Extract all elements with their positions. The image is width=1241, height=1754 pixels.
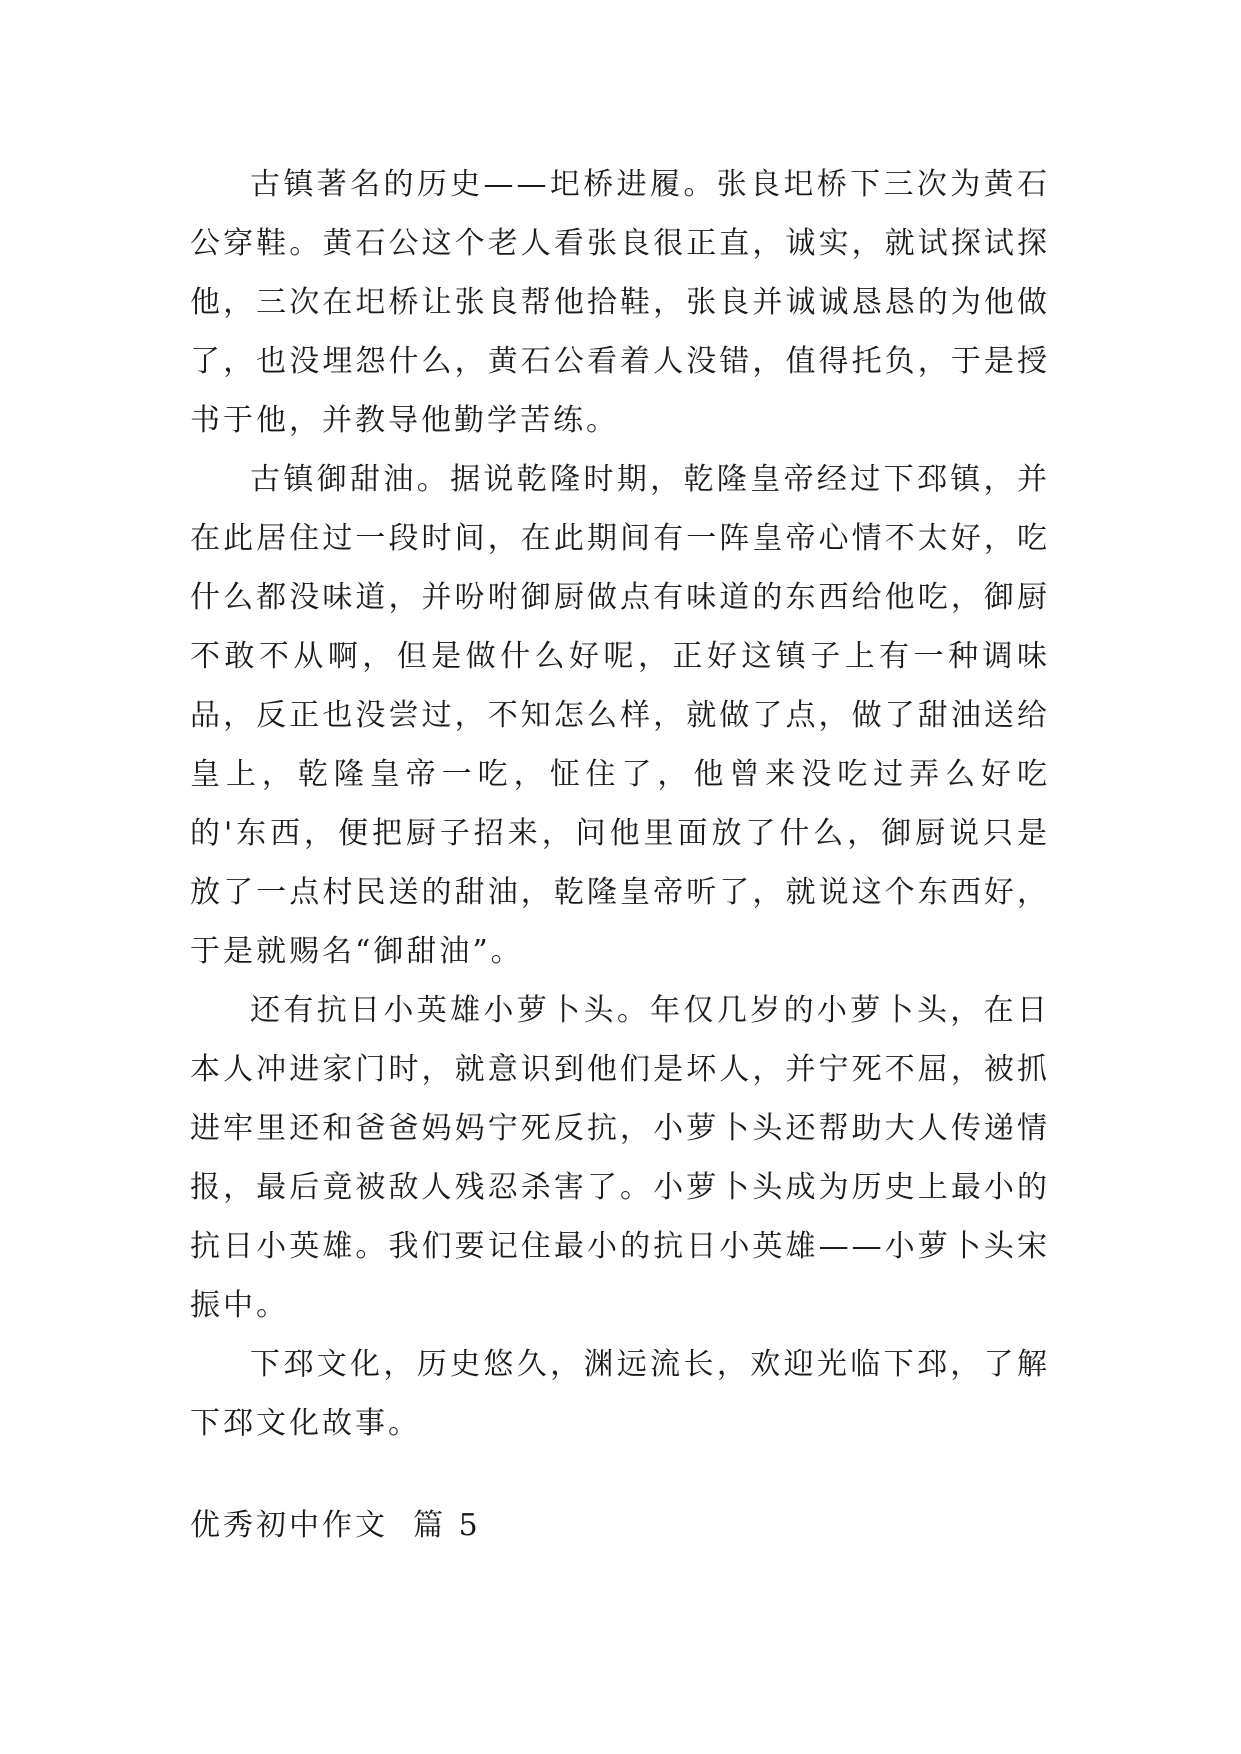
paragraph-xiaoluobotou: 还有抗日小英雄小萝卜头。年仅几岁的小萝卜头，在日本人冲进家门时，就意识到他们是坏人，并宁死不屈，被抓进牢里还和爸爸妈妈宁死反抗，小萝卜头还帮助大人传递情报，最后竟被敌人残忍杀害了。小萝卜头成为历史上最小的抗日小英雄。我们要记住最小的抗日小英雄——小萝卜头宋振中。: [190, 993, 1050, 1323]
section-heading: 优秀初中作文 篇 5: [190, 1508, 481, 1543]
paragraph-yutianyou: 古镇御甜油。据说乾隆时期，乾隆皇帝经过下邳镇，并在此居住过一段时间，在此期间有一阵皇帝心情不太好，吃什么都没味道，并吩咐御厨做点有味道的东西给他吃，御厨不敢不从啊，但是做什么好呢，正好这镇子上有一种调味品，反正也没尝过，不知怎么样，就做了点，做了甜油送给皇上，乾隆皇帝一吃，怔住了，他曾来没吃过弄么好吃的'东西，便把厨子招来，问他里面放了什么，御厨说只是放了一点村民送的甜油，乾隆皇帝听了，就说这个东西好，于是就赐名“御甜油”。: [190, 462, 1050, 969]
paragraph-yiqiao: 古镇著名的历史——圯桥进履。张良圯桥下三次为黄石公穿鞋。黄石公这个老人看张良很正直，诚实，就试探试探他，三次在圯桥让张良帮他拾鞋，张良并诚诚恳恳的为他做了，也没埋怨什么，黄石公看着人没错，值得托负，于是授书于他，并教导他勤学苦练。: [190, 167, 1050, 438]
document-body: [190, 155, 1050, 1453]
paragraph-conclusion: 下邳文化，历史悠久，渊远流长，欢迎光临下邳，了解下邳文化故事。: [190, 1347, 1050, 1441]
